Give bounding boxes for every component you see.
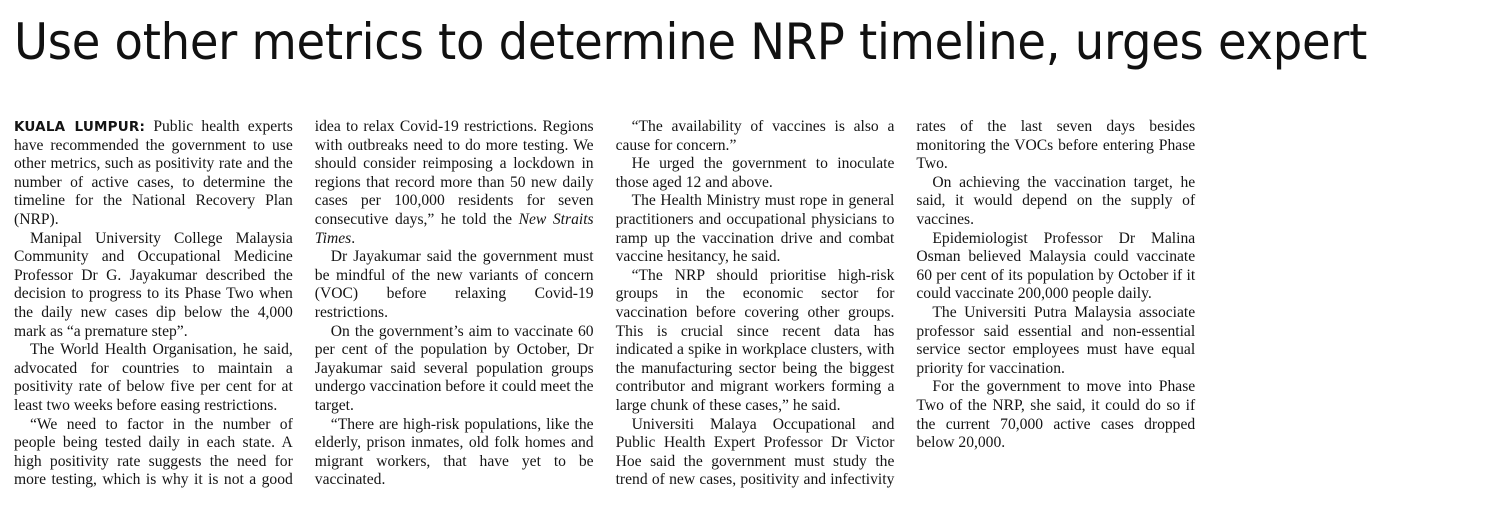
article-paragraph: Epidemiologist Professor Dr Malina Osman believed Malaysia could vaccinate 60 per cent of its population by October if it could vaccinate 200,000 people daily. (916, 229, 1196, 303)
lead-paragraph (14, 118, 293, 230)
dateline: KUALA LUMPUR: (14, 119, 146, 135)
headline: Use other metrics to determine NRP timeline, urges expert (14, 13, 1368, 71)
article-paragraph: He urged the government to inoculate those aged 12 and above. (615, 155, 895, 191)
article-paragraph: Universiti Malaya Occupational and Public Health Expert Professor Dr Victor Hoe said the government must study the trend of new cases, positivity and infectivity rates of the last seven days besides monitoring the VOCs before entering Phase Two. (615, 118, 1196, 489)
article-paragraph: “The NRP should prioritise high-risk groups in the economic sector for vaccination before covering other groups. This is crucial since recent data has indicated a spike in workplace clusters, with the manufacturing sector being the biggest contributor and migrant workers forming a large chunk of these cases,” he said. (615, 266, 895, 414)
publication-name: New Straits Times (314, 210, 594, 247)
article-paragraph: The Universiti Putra Malaysia associate professor said essential and non-essential service sector employees must have equal priority for vaccination. (916, 303, 1196, 377)
article-paragraph: “There are high-risk populations, like the elderly, prison inmates, old folk homes and migrant workers, that have yet to be vaccinated. (314, 415, 594, 489)
article-paragraph: Dr Jayakumar said the government must be mindful of the new variants of concern (VOC) before relaxing Covid-19 restrictions. (314, 248, 594, 321)
article-paragraph: On achieving the vaccination target, he said, it would depend on the supply of vaccines. (916, 173, 1196, 228)
quote-end: . (351, 229, 356, 247)
article-paragraph: The World Health Organisation, he said, advocated for countries to maintain a positivity rate of below five per cent for at least two weeks before easing restrictions. (14, 341, 293, 414)
article-paragraph: “The availability of vaccines is also a cause for concern.” (615, 118, 895, 154)
quote-text: “We need to factor in the number of people being tested daily in each state. A high positivity rate suggests the need for more testing, which is why it is not a good idea to relax Covid-19 restrictions. Regions with outbreaks need to do more testing. We should consider reimposing a lockdown in regions that record more than 50 new daily cases per 100,000 residents for seven consecutive days,” he told the (14, 118, 594, 489)
article-body (14, 118, 1496, 498)
article-paragraph: The Health Ministry must rope in general practitioners and occupational physicians to ramp up the vaccination drive and combat vaccine hesitancy, he said. (615, 192, 895, 266)
article-paragraph: Manipal University College Malaysia Community and Occupational Medicine Professor Dr G. Jayakumar described the decision to progress to its Phase Two when the daily new cases dip below the 4,000 mark as “a premature step”. (14, 229, 293, 340)
lead-text: Public health experts have recommended the government to use other metrics, such as positivity rate and the number of active cases, to determine the timeline for the National Recovery Plan (NRP). (14, 118, 293, 228)
article-paragraph: For the government to move into Phase Two of the NRP, she said, it could do so if the current 70,000 active cases dropped below 20,000. (916, 378, 1196, 452)
article-paragraph: On the government’s aim to vaccinate 60 per cent of the population by October, Dr Jayakumar said several population groups undergo vaccination before it could meet the target. (314, 322, 594, 414)
